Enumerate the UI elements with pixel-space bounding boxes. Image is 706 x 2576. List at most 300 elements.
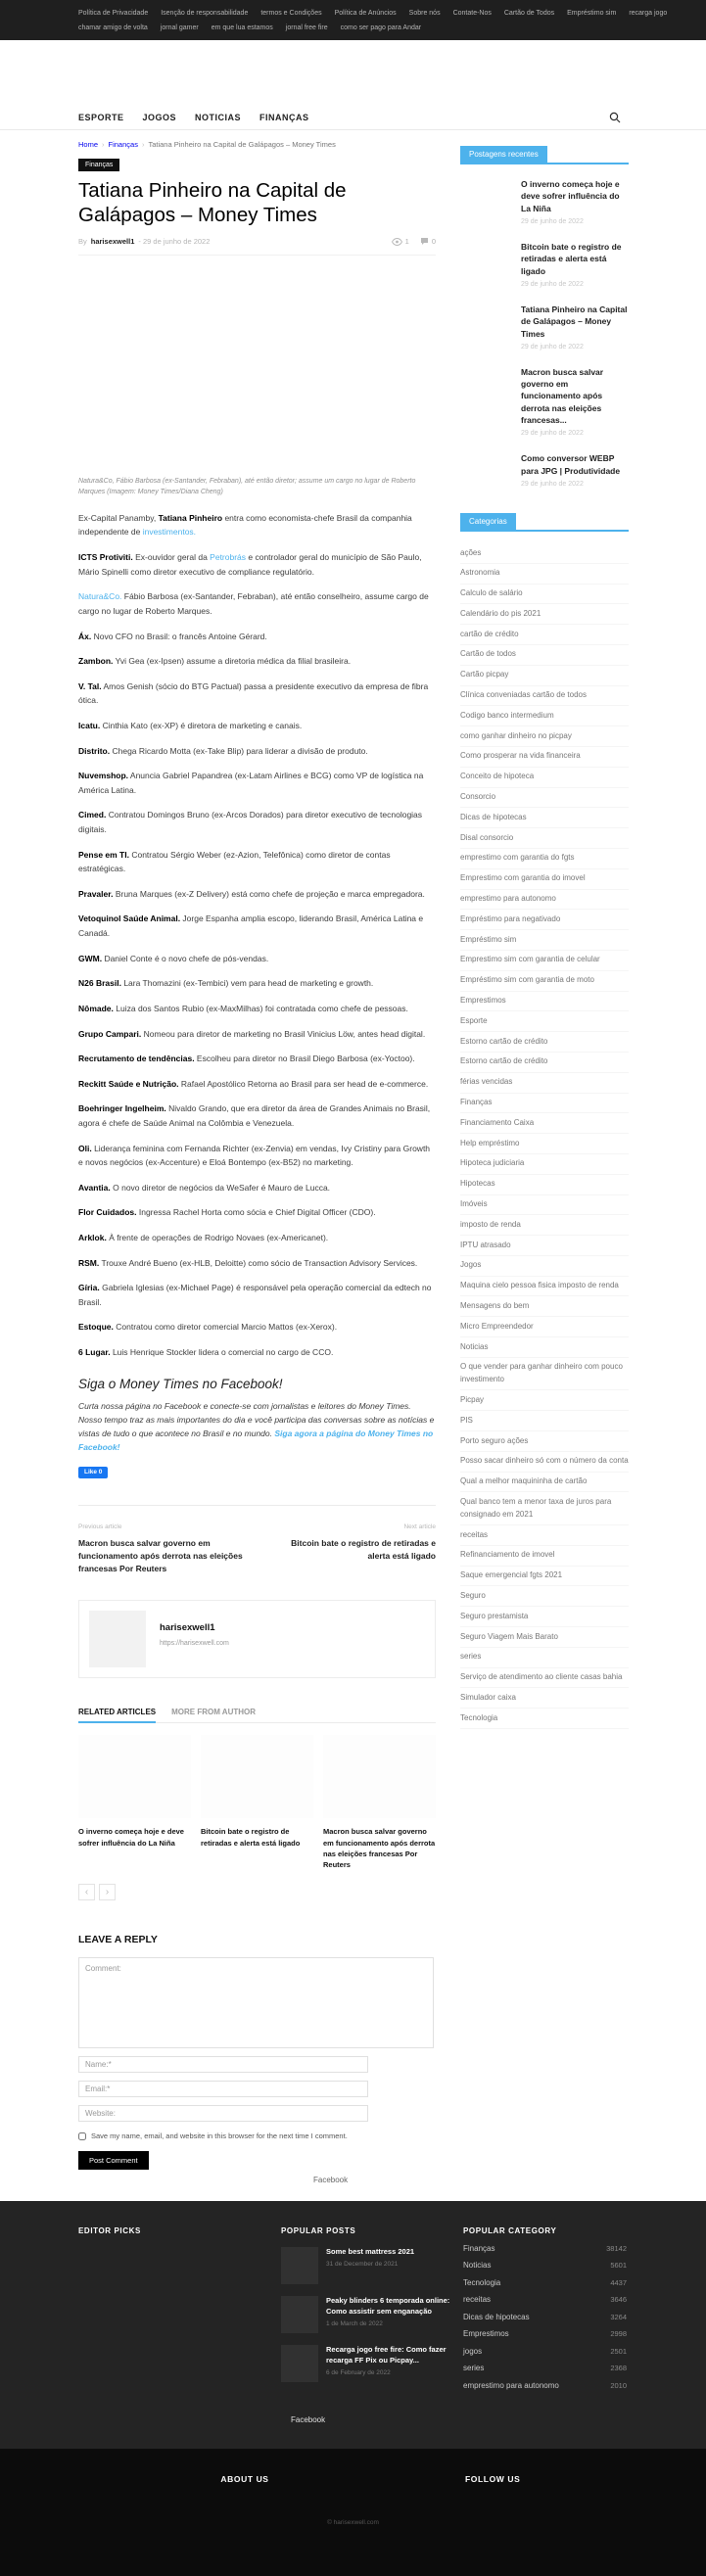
popular-category-item xyxy=(463,2313,627,2321)
post-meta xyxy=(78,237,436,256)
top-link[interactable]: em que lua estamos xyxy=(211,24,273,31)
post-navigation xyxy=(78,1505,436,1574)
recent-post-date: 29 de junho de 2022 xyxy=(521,481,584,488)
recent-post-date: 29 de junho de 2022 xyxy=(521,217,584,225)
category-link[interactable]: Posso sacar dinheiro só com o número da conta xyxy=(460,1452,629,1473)
comment-textarea[interactable] xyxy=(78,1957,434,2048)
category-link[interactable]: Cartão picpay xyxy=(460,666,629,686)
popular-category-link[interactable]: emprestimo para autonomo xyxy=(463,2380,559,2390)
paragraph-lead: V. Tal. xyxy=(78,680,102,691)
related-post-image-placeholder[interactable] xyxy=(323,1735,436,1818)
menu-item[interactable]: ESPORTE xyxy=(78,112,124,122)
author-link[interactable]: harisexwell1 xyxy=(90,237,135,247)
article-paragraph xyxy=(78,1345,436,1360)
popular-category-link[interactable]: Finanças xyxy=(463,2243,495,2253)
paragraph-lead: Tatiana Pinheiro xyxy=(158,512,223,523)
footer-facebook-link[interactable]: Facebook xyxy=(291,2414,326,2424)
category-link[interactable]: Emprestimos xyxy=(460,992,629,1012)
category-link[interactable]: Refinanciamento de imovel xyxy=(460,1546,629,1567)
popular-post-date: 31 de December de 2021 xyxy=(326,2261,399,2269)
top-link[interactable]: jornal free fire xyxy=(285,24,328,31)
popular-category-link[interactable]: Dicas de hipotecas xyxy=(463,2312,530,2321)
paragraph-text: entra como economista-chefe Brasil da companhia independente de xyxy=(78,512,412,538)
popular-category-item xyxy=(463,2244,627,2253)
category-link[interactable]: Empréstimo sim com garantia de moto xyxy=(460,971,629,992)
categories-header xyxy=(460,511,629,532)
previous-article-label: Previous article xyxy=(78,1523,122,1531)
facebook-section-heading: Siga o Money Times no Facebook! xyxy=(78,1376,283,1391)
top-link[interactable]: Política de Anúncios xyxy=(334,10,397,17)
recent-post-date: 29 de junho de 2022 xyxy=(521,280,584,288)
recent-post-date: 29 de junho de 2022 xyxy=(521,430,584,438)
paragraph-text: e controlador geral do município de São Paulo, Mário Spinelli como diretor executivo de compliance regulatório. xyxy=(78,552,422,577)
popular-category-link[interactable]: Emprestimos xyxy=(463,2329,509,2339)
paragraph-lead: RSM. xyxy=(78,1257,100,1268)
category-link[interactable]: receitas xyxy=(460,1525,629,1546)
category-link[interactable]: Help empréstimo xyxy=(460,1134,629,1154)
related-post-title[interactable]: O inverno começa hoje e deve sofrer influência do La Niña xyxy=(78,1827,184,1848)
follow-us-heading: FOLLOW US xyxy=(465,2473,521,2484)
breadcrumb-section[interactable]: Finanças xyxy=(108,140,138,149)
category-link[interactable]: Imóveis xyxy=(460,1195,629,1216)
top-link[interactable]: Empréstimo sim xyxy=(567,10,617,17)
recent-post-title[interactable]: Macron busca salvar governo em funcionamento após derrota nas eleições francesas... xyxy=(521,366,604,426)
paragraph-text: Nomeou para diretor de marketing no Brasil Vinicius Löw, antes head digital. xyxy=(141,1028,426,1039)
category-link[interactable]: Calendário do pis 2021 xyxy=(460,604,629,625)
article-paragraph xyxy=(78,887,436,902)
paragraph-text: Ex-Capital Panamby, xyxy=(78,512,159,523)
popular-category-count: 2010 xyxy=(610,2380,627,2390)
related-post-card xyxy=(201,1735,313,1870)
top-links-row-2 xyxy=(78,20,706,34)
page-title: Tatiana Pinheiro na Capital de Galápagos – Money Times xyxy=(78,179,347,226)
paragraph-lead: Zambon. xyxy=(78,656,114,667)
tab-more-from-author[interactable]: MORE FROM AUTHOR xyxy=(171,1708,257,1717)
author-box xyxy=(78,1600,436,1678)
website-field[interactable] xyxy=(78,2105,368,2122)
tab-related-articles[interactable]: RELATED ARTICLES xyxy=(78,1708,156,1723)
views-value: 1 xyxy=(404,237,409,247)
footer xyxy=(0,2201,706,2449)
paragraph-text: O novo diretor de negócios da WeSafer é Mauro de Lucca. xyxy=(110,1182,331,1193)
paragraph-lead: 6 Lugar. xyxy=(78,1347,111,1358)
category-link[interactable]: ações xyxy=(460,543,629,564)
post-comment-button[interactable]: Post Comment xyxy=(78,2151,149,2170)
category-link[interactable]: Cartão de todos xyxy=(460,645,629,666)
paragraph-lead: Nuvemshop. xyxy=(78,771,129,781)
eye-icon xyxy=(392,238,402,246)
category-link[interactable]: Hipoteca judiciaria xyxy=(460,1154,629,1175)
popular-post-thumbnail[interactable] xyxy=(281,2296,318,2333)
article-paragraph xyxy=(78,1281,436,1309)
paragraph-text: Luis Henrique Stockler lidera o comercial no cargo de CCO. xyxy=(110,1347,334,1358)
paragraph-text: Gabriela Iglesias (ex-Michael Page) é responsável pela operação comercial da edtech no Brasil. xyxy=(78,1283,432,1307)
category-link[interactable]: Clínica conveniadas cartão de todos xyxy=(460,686,629,707)
article-paragraph xyxy=(78,744,436,759)
top-links-row-1 xyxy=(78,5,706,20)
facebook-section-text xyxy=(78,1399,436,1454)
paragraph-text: Luiza dos Santos Rubio (ex-MaxMilhas) foi contratada como chefe de pessoas. xyxy=(113,1003,408,1013)
next-article xyxy=(289,1516,436,1574)
paragraph-text: Fábio Barbosa (ex-Santander, Febraban), até então conselheiro, assume cargo de cargo no lugar de Roberto Marques. xyxy=(78,591,429,616)
top-link[interactable]: termos e Condições xyxy=(260,10,322,17)
category-link[interactable]: Seguro prestamista xyxy=(460,1607,629,1627)
paragraph-lead: Avantia. xyxy=(78,1182,111,1193)
popular-category-item xyxy=(463,2278,627,2287)
comment-form xyxy=(78,1957,436,2170)
category-link[interactable]: Conceito de hipoteca xyxy=(460,768,629,788)
article-paragraph xyxy=(78,912,436,940)
popular-post-item xyxy=(281,2345,463,2382)
category-link[interactable]: cartão de crédito xyxy=(460,625,629,645)
next-article-label: Next article xyxy=(403,1523,436,1531)
popular-category-item xyxy=(463,2329,627,2338)
related-post-image-placeholder[interactable] xyxy=(201,1735,313,1818)
paragraph-text: Nivaldo Grando, que era diretor da área de Grandes Animais no Brasil, agora é chefe de Saúde Animal na Colômbia e Venezuela. xyxy=(78,1103,431,1128)
paragraph-lead: Icatu. xyxy=(78,720,101,730)
editor-picks-heading: EDITOR PICKS xyxy=(78,2226,141,2236)
categories-badge: Categorias xyxy=(460,513,516,530)
popular-category-link[interactable]: Noticias xyxy=(463,2261,492,2271)
comments-count[interactable] xyxy=(420,237,436,246)
comment-bubble-icon xyxy=(420,237,429,246)
related-tabs xyxy=(78,1708,436,1723)
image-caption: Natura&Co, Fábio Barbosa (ex-Santander, Febraban), até então diretor; assume um cargo no lugar de Roberto Marques (Imagem: Money Times/Diana Cheng) xyxy=(78,478,416,496)
article-paragraph xyxy=(78,1077,436,1092)
popular-category-count: 3264 xyxy=(610,2312,627,2321)
paragraph-text: Cinthia Kato (ex-XP) é diretora de marketing e canais. xyxy=(100,720,303,730)
related-carousel-controls xyxy=(78,1884,436,1900)
byline-prefix: By xyxy=(78,237,87,247)
category-link[interactable]: Picpay xyxy=(460,1390,629,1411)
article-paragraph xyxy=(78,1142,436,1170)
top-link[interactable]: Cartão de Todos xyxy=(503,10,555,17)
article-paragraph xyxy=(78,848,436,876)
sub-footer xyxy=(0,2449,706,2576)
category-link[interactable]: Seguro Viagem Mais Barato xyxy=(460,1627,629,1648)
category-link[interactable]: Tecnologia xyxy=(460,1709,629,1729)
related-posts xyxy=(78,1735,436,1870)
recent-post-title[interactable]: O inverno começa hoje e deve sofrer influência do La Niña xyxy=(521,179,620,213)
paragraph-lead: Reckitt Saúde e Nutrição. xyxy=(78,1078,179,1089)
save-info-checkbox[interactable] xyxy=(78,2132,86,2140)
recent-post-title[interactable]: Bitcoin bate o registro de retiradas e alerta está ligado xyxy=(521,241,622,276)
popular-category-item xyxy=(463,2364,627,2372)
category-link[interactable]: Estorno cartão de crédito xyxy=(460,1053,629,1073)
related-post-image-placeholder[interactable] xyxy=(78,1735,191,1818)
paragraph-lead: Estoque. xyxy=(78,1322,114,1333)
paragraph-text: Trouxe André Bueno (ex-HLB, Deloitte) como sócio de Transaction Advisory Services. xyxy=(99,1257,418,1268)
inline-link[interactable]: Petrobrás xyxy=(210,552,247,563)
recent-post-item xyxy=(460,366,629,438)
paragraph-lead: Áx. xyxy=(78,631,92,641)
article-paragraph xyxy=(78,679,436,708)
top-link[interactable]: como ser pago para Andar xyxy=(340,24,422,31)
category-link[interactable]: Empréstimo sim xyxy=(460,930,629,951)
post-date: 29 de junho de 2022 xyxy=(142,237,211,247)
popular-post-date: 1 de March de 2022 xyxy=(326,2320,383,2328)
category-link[interactable]: Hipotecas xyxy=(460,1175,629,1195)
popular-category-item xyxy=(463,2261,627,2270)
category-link[interactable]: Saque emergencial fgts 2021 xyxy=(460,1567,629,1587)
category-link[interactable]: Codigo banco intermedium xyxy=(460,706,629,726)
popular-posts-heading: POPULAR POSTS xyxy=(281,2226,356,2236)
paragraph-text: Yvi Gea (ex-Ipsen) assume a diretoria médica da filial brasileira. xyxy=(113,656,352,667)
popular-category-count: 3646 xyxy=(610,2295,627,2305)
avatar xyxy=(89,1611,146,1667)
popular-category-count: 4437 xyxy=(610,2277,627,2287)
menu-item[interactable]: NOTICIAS xyxy=(195,112,242,122)
category-link[interactable]: Finanças xyxy=(460,1094,629,1114)
category-link[interactable]: PIS xyxy=(460,1411,629,1431)
popular-category-count: 2501 xyxy=(610,2346,627,2356)
recent-post-date: 29 de junho de 2022 xyxy=(521,343,584,351)
article-paragraph xyxy=(78,952,436,966)
top-link[interactable]: Sobre nós xyxy=(408,10,441,17)
category-link[interactable]: series xyxy=(460,1648,629,1668)
popular-category-list xyxy=(463,2244,627,2390)
category-link[interactable]: Jogos xyxy=(460,1256,629,1277)
category-link[interactable]: O que vender para ganhar dinheiro com pouco investimento xyxy=(460,1358,629,1391)
category-link[interactable]: Dicas de hipotecas xyxy=(460,808,629,828)
top-link[interactable]: Isenção de responsabilidade xyxy=(161,10,249,17)
previous-article-link[interactable]: Macron busca salvar governo em funcionamento após derrota nas eleições francesas Por Reuters xyxy=(78,1538,243,1573)
category-link[interactable]: Financiamento Caixa xyxy=(460,1113,629,1134)
paragraph-text: Rafael Apostólico Retorna ao Brasil para ser head de e-commerce. xyxy=(178,1078,429,1089)
article-column xyxy=(78,130,436,2170)
category-link[interactable]: Esporte xyxy=(460,1011,629,1032)
paragraph-lead: GWM. xyxy=(78,953,103,963)
article-paragraph xyxy=(78,1205,436,1220)
paragraph-text: Contratou Sérgio Weber (ez-Azion, Telefônica) como diretor de contas estratégicas. xyxy=(78,849,391,874)
paragraph-lead: Boehringer Ingelheim. xyxy=(78,1103,166,1114)
category-link[interactable]: Emprestimo sim com garantia de celular xyxy=(460,951,629,971)
paragraph-lead: ICTS Protiviti. xyxy=(78,552,133,563)
article-paragraph xyxy=(78,589,436,618)
top-link[interactable]: chamar amigo de volta xyxy=(78,24,148,31)
popular-category-heading: POPULAR CATEGORY xyxy=(463,2226,557,2236)
popular-post-date: 6 de February de 2022 xyxy=(326,2369,391,2377)
category-link[interactable]: Serviço de atendimento ao cliente casas bahia xyxy=(460,1668,629,1689)
footer-popular-category xyxy=(463,2226,627,2390)
save-info-label: Save my name, email, and website in this browser for the next time I comment. xyxy=(91,2131,348,2141)
category-link[interactable]: IPTU atrasado xyxy=(460,1236,629,1256)
facebook-page-link[interactable]: Siga agora a página do Money Times no Facebook! xyxy=(78,1428,434,1452)
paragraph-text: Anuncia Gabriel Papandrea (ex-Latam Airlines e BCG) como VP de logística na América Latina. xyxy=(78,771,424,795)
category-link[interactable]: Noticias xyxy=(460,1337,629,1358)
leave-a-reply-heading: LEAVE A REPLY xyxy=(78,1934,158,1946)
category-link[interactable]: Disal consorcio xyxy=(460,828,629,849)
carousel-prev-button[interactable]: ‹ xyxy=(78,1884,95,1900)
popular-category-link[interactable]: jogos xyxy=(463,2346,483,2356)
next-article-link[interactable]: Bitcoin bate o registro de retiradas e alerta está ligado xyxy=(291,1538,436,1561)
popular-category-link[interactable]: receitas xyxy=(463,2295,492,2305)
article-paragraph xyxy=(78,1052,436,1066)
recent-posts-header xyxy=(460,144,629,164)
recent-post-title[interactable]: Como conversor WEBP para JPG | Produtividade xyxy=(521,453,621,476)
popular-posts-list xyxy=(281,2247,463,2382)
category-link[interactable]: Astronomia xyxy=(460,564,629,585)
paragraph-text: Contratou como diretor comercial Marcio Mattos (ex-Xerox). xyxy=(113,1322,338,1333)
category-link[interactable]: Qual banco tem a menor taxa de juros para consignado em 2021 xyxy=(460,1492,629,1525)
recent-post-item xyxy=(460,452,629,488)
category-link[interactable]: Micro Empreendedor xyxy=(460,1317,629,1337)
paragraph-lead: Oli. xyxy=(78,1143,92,1153)
popular-post-item xyxy=(281,2296,463,2333)
recent-post-item xyxy=(460,304,629,351)
top-link[interactable]: recarga jogo xyxy=(629,10,668,17)
comments-value: 0 xyxy=(431,237,436,247)
paragraph-text: À frente de operações de Rodrigo Novaes (ex-Americanet). xyxy=(106,1232,329,1242)
recent-post-title[interactable]: Tatiana Pinheiro na Capital de Galápagos – Money Times xyxy=(521,304,628,339)
article-paragraph xyxy=(78,654,436,669)
menu-item[interactable]: FINANÇAS xyxy=(259,112,309,122)
article-paragraph xyxy=(78,1231,436,1245)
category-link[interactable]: Porto seguro ações xyxy=(460,1431,629,1452)
breadcrumb-separator: › xyxy=(141,140,145,149)
related-post-title[interactable]: Bitcoin bate o registro de retiradas e alerta está ligado xyxy=(201,1827,301,1848)
category-link[interactable]: Empréstimo para negativado xyxy=(460,910,629,930)
article-paragraph xyxy=(78,1002,436,1016)
paragraph-lead: Distrito. xyxy=(78,745,111,756)
copyright-text: © harisexwell.com xyxy=(327,2518,379,2526)
breadcrumb-separator: › xyxy=(102,140,105,149)
paragraph-text: Curta nossa página no Facebook e conecte-se com jornalistas e leitores do Money Times. Nosso tempo traz as mais importantes do dia e você participa das conversas sobre as notícias e vistas de tudo o que acontece no Brasil e no mundo. xyxy=(78,1400,435,1438)
popular-category-link[interactable]: series xyxy=(463,2364,485,2373)
popular-post-title[interactable]: Some best mattress 2021 xyxy=(326,2247,415,2257)
category-link[interactable]: Como prosperar na vida financeira xyxy=(460,747,629,768)
inline-link[interactable]: investimentos. xyxy=(142,527,197,538)
article-paragraph xyxy=(78,1256,436,1271)
paragraph-text: Amos Genish (sócio do BTG Pactual) passa a presidente executivo da empresa de fibra ótica. xyxy=(78,680,429,706)
paragraph-text: Contratou Domingos Bruno (ex-Arcos Dorados) para diretor executivo de tecnologias digitais. xyxy=(78,810,423,835)
views-count xyxy=(392,237,409,246)
paragraph-text: Ingressa Rachel Horta como sócia e Chief Digital Officer (CDO). xyxy=(136,1207,376,1218)
category-link[interactable]: Calculo de salário xyxy=(460,585,629,605)
category-link[interactable]: Emprestimo com garantia do imovel xyxy=(460,869,629,890)
article-paragraph xyxy=(78,511,436,539)
popular-category-count: 2998 xyxy=(610,2329,627,2339)
carousel-next-button[interactable]: › xyxy=(99,1884,116,1900)
paragraph-text: Jorge Espanha amplia escopo, liderando Brasil, América Latina e Canadá. xyxy=(78,913,424,939)
main-navigation xyxy=(0,103,706,130)
category-link[interactable]: Simulador caixa xyxy=(460,1688,629,1709)
popular-category-count: 2368 xyxy=(610,2364,627,2373)
article-paragraph xyxy=(78,1181,436,1195)
recent-posts-list xyxy=(460,178,629,488)
paragraph-text: Novo CFO no Brasil: o francês Antoine Gérard. xyxy=(91,631,267,641)
popular-post-thumbnail[interactable] xyxy=(281,2247,318,2284)
popular-category-count: 38142 xyxy=(606,2243,627,2253)
search-icon[interactable] xyxy=(609,111,621,128)
menu-item[interactable]: JOGOS xyxy=(142,112,177,122)
paragraph-lead: Recrutamento de tendências. xyxy=(78,1054,195,1064)
article-paragraph xyxy=(78,769,436,797)
paragraph-lead: Vetoquinol Saúde Animal. xyxy=(78,913,181,924)
top-link[interactable]: Política de Privacidade xyxy=(78,10,149,17)
popular-category-item xyxy=(463,2347,627,2356)
categories-list xyxy=(460,543,629,1729)
related-post-card xyxy=(78,1735,191,1870)
related-post-title[interactable]: Macron busca salvar governo em funcionamento após derrota nas eleições francesas Por Reuters xyxy=(323,1827,436,1870)
popular-post-thumbnail[interactable] xyxy=(281,2345,318,2382)
top-link[interactable]: Contate-Nos xyxy=(452,10,492,17)
author-website-link[interactable]: https://harisexwell.com xyxy=(160,1640,229,1648)
category-link[interactable]: Consorcio xyxy=(460,788,629,809)
paragraph-lead: Pense em TI. xyxy=(78,849,129,860)
paragraph-lead: Pravaler. xyxy=(78,888,114,899)
footer-popular-posts xyxy=(281,2226,463,2390)
facebook-widget-label[interactable]: Facebook xyxy=(313,2176,349,2185)
paragraph-text: Lara Thomazini (ex-Tembici) vem para head de marketing e growth. xyxy=(120,978,374,989)
category-badge[interactable]: Finanças xyxy=(78,159,119,171)
category-link[interactable]: emprestimo para autonomo xyxy=(460,890,629,911)
popular-category-item xyxy=(463,2295,627,2304)
recent-posts-badge: Postagens recentes xyxy=(460,146,547,163)
category-link[interactable]: Mensagens do bem xyxy=(460,1296,629,1317)
paragraph-lead: Gíria. xyxy=(78,1283,100,1293)
featured-image-placeholder xyxy=(78,256,436,475)
category-link[interactable]: Estorno cartão de crédito xyxy=(460,1032,629,1053)
paragraph-lead: Grupo Campari. xyxy=(78,1028,142,1039)
previous-article xyxy=(78,1516,253,1574)
footer-editor-picks xyxy=(78,2226,281,2390)
email-field[interactable] xyxy=(78,2081,368,2097)
paragraph-text: Bruna Marques (ex-Z Delivery) está como chefe de projeção e marca empregadora. xyxy=(113,888,425,899)
popular-post-item xyxy=(281,2247,463,2284)
paragraph-lead: N26 Brasil. xyxy=(78,978,121,989)
paragraph-text: Ex-ouvidor geral da xyxy=(132,552,211,563)
category-link[interactable]: Maquina cielo pessoa fisica imposto de renda xyxy=(460,1277,629,1297)
article-paragraph xyxy=(78,976,436,991)
top-link[interactable]: jornal gamer xyxy=(160,24,199,31)
article-paragraph xyxy=(78,630,436,644)
paragraph-lead: Arklok. xyxy=(78,1232,107,1242)
about-us-heading: ABOUT US xyxy=(220,2473,269,2484)
article-paragraph xyxy=(78,550,436,579)
paragraph-lead: Flor Cuidados. xyxy=(78,1207,137,1218)
category-link[interactable]: Seguro xyxy=(460,1586,629,1607)
site-logo-area xyxy=(0,40,706,103)
author-name-link[interactable]: harisexwell1 xyxy=(160,1622,215,1634)
related-post-card xyxy=(323,1735,436,1870)
popular-post-title[interactable]: Peaky blinders 6 temporada online: Como assistir sem enganação xyxy=(326,2296,450,2317)
popular-category-link[interactable]: Tecnologia xyxy=(463,2277,501,2287)
category-link[interactable]: férias vencidas xyxy=(460,1073,629,1094)
article-paragraph xyxy=(78,1101,436,1130)
category-link[interactable]: emprestimo com garantia do fgts xyxy=(460,849,629,869)
paragraph-text: Daniel Conte é o novo chefe de pós-vendas. xyxy=(102,953,269,963)
save-info-row xyxy=(78,2131,436,2140)
article-paragraph xyxy=(78,1027,436,1042)
name-field[interactable] xyxy=(78,2056,368,2073)
category-link[interactable]: Qual a melhor maquininha de cartão xyxy=(460,1473,629,1493)
category-link[interactable]: como ganhar dinheiro no picpay xyxy=(460,726,629,747)
meta-separator: - xyxy=(138,237,141,247)
menu-items xyxy=(78,108,328,125)
facebook-like-button[interactable]: Like 0 xyxy=(78,1467,108,1478)
popular-post-title[interactable]: Recarga jogo free fire: Como fazer recarga FF Pix ou Picpay... xyxy=(326,2345,447,2365)
inline-link[interactable]: Natura&Co. xyxy=(78,591,122,602)
paragraph-text: Liderança feminina com Fernanda Richter (ex-Zenvia) em vendas, Ivy Cristiny para Growth e novos negócios (ex-Accenture) e Eloá Bontempo (ex-B52) no marketing. xyxy=(78,1143,431,1168)
category-link[interactable]: imposto de renda xyxy=(460,1215,629,1236)
sidebar xyxy=(460,144,629,1729)
breadcrumb-home[interactable]: Home xyxy=(78,140,99,149)
paragraph-text: Chega Ricardo Motta (ex-Take Blip) para liderar a divisão de produto. xyxy=(110,745,368,756)
paragraph-text: Escolheu para diretor no Brasil Diego Barbosa (ex-Yoctoo). xyxy=(194,1054,415,1064)
paragraph-lead: Cimed. xyxy=(78,810,107,820)
recent-post-item xyxy=(460,178,629,225)
